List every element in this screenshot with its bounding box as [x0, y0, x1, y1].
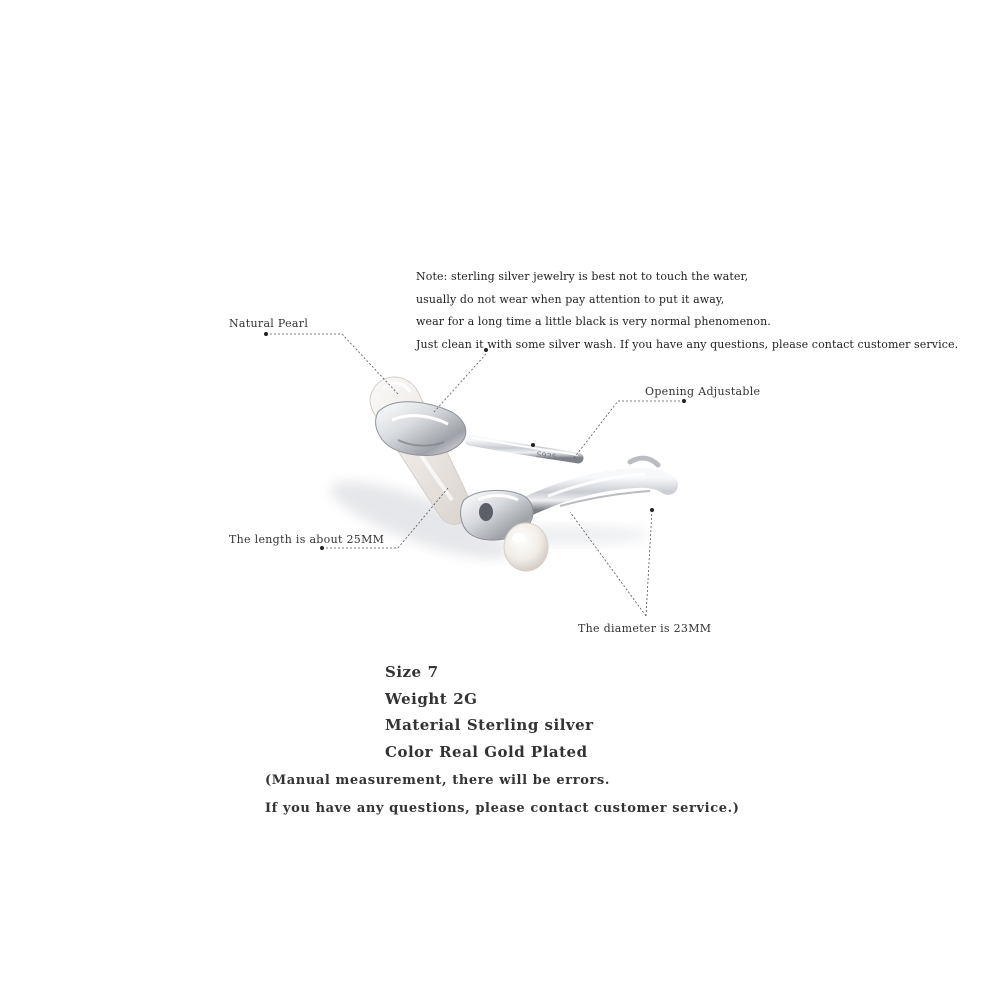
spec-value: 7: [427, 663, 439, 681]
note-line: Note: sterling silver jewelry is best not to touch the water,: [416, 270, 749, 283]
spec-weight: [385, 686, 594, 713]
natural-pearl-label: Natural Pearl: [229, 317, 309, 330]
opening-adjustable-label: Opening Adjustable: [645, 385, 761, 398]
note-line: wear for a long time a little black is very normal phenomenon.: [416, 315, 771, 328]
spec-size: [385, 659, 594, 686]
length-label: The length is about 25MM: [229, 533, 385, 546]
s925-stamp: S925: [535, 450, 558, 462]
ring-back-band: [470, 437, 578, 458]
note-line: usually do not wear when pay attention to put it away,: [416, 292, 725, 306]
spec-color: [385, 739, 594, 766]
disclaimer-line-2: If you have any questions, please contact customer service.): [265, 801, 740, 816]
care-note: [416, 266, 958, 356]
spec-value: Sterling silver: [466, 716, 594, 734]
diameter-label: The diameter is 23MM: [578, 622, 712, 635]
spec-value: 2G: [453, 689, 478, 708]
note-leader: [434, 350, 486, 412]
spec-material: [385, 712, 594, 739]
spec-list: [385, 659, 594, 765]
spec-key: Material: [385, 716, 461, 734]
diameter-leader-right: [646, 510, 652, 616]
spec-key: Size: [385, 663, 422, 681]
opening-leader: [574, 401, 684, 458]
disclaimer-line-1: (Manual measurement, there will be errors.: [265, 773, 610, 788]
ring-front-band: [520, 458, 668, 510]
spec-value: Real Gold Plated: [439, 742, 588, 761]
spec-key: Color: [385, 742, 434, 761]
spec-key: Weight: [385, 689, 448, 708]
measurement-disclaimer: [265, 767, 739, 823]
note-line: Just clean it with some silver wash. If you have any questions, please contact customer service.: [416, 337, 959, 351]
upper-silver-cap: [376, 402, 466, 456]
round-pearl: [504, 523, 548, 571]
